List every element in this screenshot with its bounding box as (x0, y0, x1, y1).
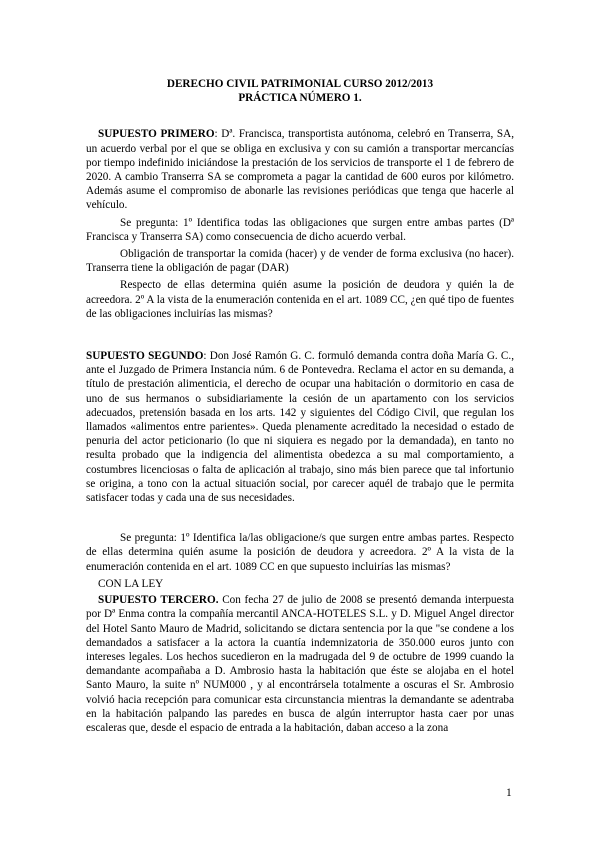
supuesto-primero-paragraph (86, 127, 514, 212)
supuesto-segundo-question: Se pregunta: 1º Identifica la/las obligacione/s que surgen entre ambas partes. Respecto de ellas determina quién asume la posición de deudora y acreedora. 2º A la vista de la enumeración contenida en el art. 1089 CC en que supuesto incluirías las mismas? (86, 532, 514, 573)
supuesto-segundo-paragraph (86, 349, 514, 505)
document-title: DERECHO CIVIL PATRIMONIAL CURSO 2012/2013 (166, 78, 434, 90)
supuesto-primero-text: : Dª. Francisca, transportista autónoma, celebró en Transerra, SA, un acuerdo verbal por el que se obliga en exclusiva y con su camión a transportar mercancías por tiempo indefinido iniciándose la prestación de los servicios de transporte el 1 de febrero de 2020. A cambio Transerra SA se comprometa a pagar la cantidad de 600 euros por kilómetro. Además asume el compromiso de abonarle las revisiones periódicas que tenga que hacerle al vehículo. (86, 128, 514, 212)
supuesto-segundo-label: SUPUESTO SEGUNDO (86, 350, 204, 363)
supuesto-primero-question-1: Se pregunta: 1º Identifica todas las obligaciones que surgen entre ambas partes (Dª Francisca y Transerra SA) como consecuencia de dicho acuerdo verbal. (86, 216, 514, 243)
supuesto-primero-label: SUPUESTO PRIMERO (98, 128, 215, 141)
document-subtitle: PRÁCTICA NÚMERO 1. (238, 92, 362, 105)
page-number: 1 (506, 787, 512, 799)
supuesto-tercero-paragraph (86, 593, 514, 735)
document-body (86, 77, 514, 735)
supuesto-segundo-answer: CON LA LEY (98, 577, 164, 590)
supuesto-primero-answer: Obligación de transportar la comida (hacer) y de vender de forma exclusiva (no hacer). Transerra tiene la obligación de pagar (DAR) (86, 248, 514, 275)
supuesto-tercero-label: SUPUESTO TERCERO. (98, 594, 219, 607)
supuesto-segundo-text: : Don José Ramón G. C. formuló demanda contra doña María G. C., ante el Juzgado de Primera Instancia núm. 6 de Pontevedra. Reclama el actor en su demanda, a título de prestación alimenticia, el derecho de ocupar una habitación o dormitorio en casa de uno de sus hermanos o subsidiariamente la cesión de un apartamento con los servicios adecuados, pretensión basada en los arts. 142 y siguientes del Código Civil, que regulan los llamados «alimentos entre parientes». Queda plenamente acreditado la necesidad o estado de penuria del actor peticionario (lo que ni siquiera es negado por la demandada), en tanto no resulta probado que la indigencia del alimentista obedezca a su mal comportamiento, a costumbres licenciosas o falta de aplicación al trabajo, sino más bien parece que tal infortunio se origina, a tono con la actual situación social, por carecer aquél de trabajo que le permita satisfacer todas y cada una de sus necesidades. (86, 350, 514, 505)
supuesto-tercero-text: Con fecha 27 de julio de 2008 se presentó demanda interpuesta por Dª Enma contra la compañía mercantil ANCA-HOTELES S.L. y D. Miguel Angel director del Hotel Santo Mauro de Madrid, solicitando se dictara sentencia por la que "se condene a los demandados a satisfacer a la actora la cuantía indemnizatoria de 350.000 euros junto con intereses legales. Los hechos sucedieron en la madrugada del 9 de octubre de 1999 cuando la demandante acompañaba a D. Ambrosio hasta la habitación que éste se alojaba en el hotel Santo Mauro, la suite nº NUM000 , y al encontrársela totalmente a oscuras el Sr. Ambrosio volvió hacia recepción para comunicar esta circunstancia mientras la demandante se adentraba en la habitación palpando las paredes en busca de algún interruptor hasta caer por unas escaleras que, desde el espacio de entrada a la habitación, daban acceso a la zona (86, 594, 515, 734)
supuesto-primero-question-2: Respecto de ellas determina quién asume la posición de deudora y quién la de acreedora. 2º A la vista de la enumeración contenida en el art. 1089 CC, ¿en qué tipo de fuentes de las obligaciones incluirías las mismas? (86, 279, 514, 320)
